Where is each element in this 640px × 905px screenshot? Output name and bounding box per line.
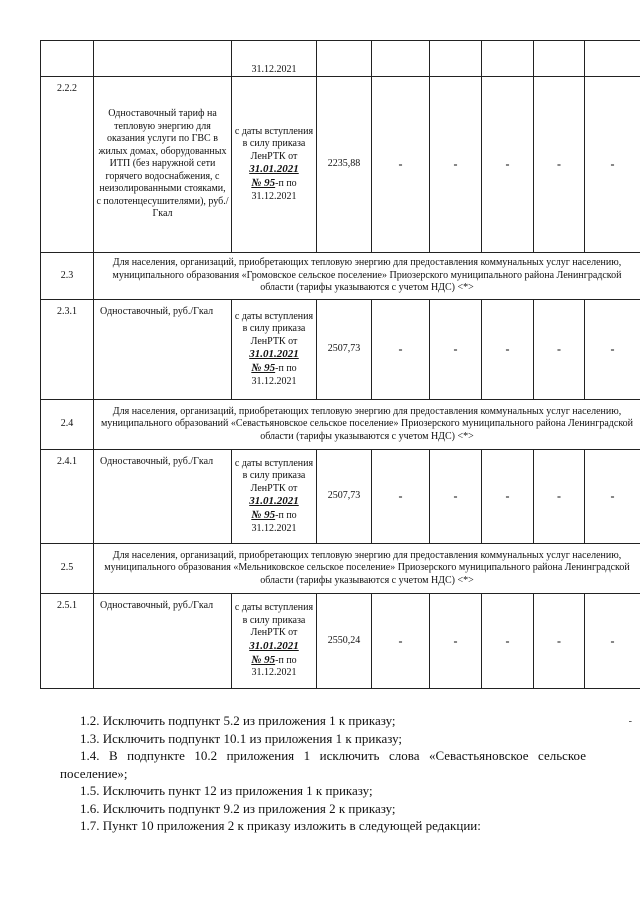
table-row-2-3-1 [41, 300, 640, 400]
date-post: -п по 31.12.2021 [251, 654, 297, 679]
date-cell [232, 300, 317, 400]
order-number: № 95 [251, 177, 276, 189]
empty-value: - [482, 300, 534, 400]
date-cell: 31.12.2021 [232, 41, 317, 77]
row-number: 2.3.1 [41, 300, 94, 400]
empty-value: - [585, 450, 640, 544]
empty-value: - [372, 450, 430, 544]
paragraph-1-5: 1.5. Исключить пункт 12 из приложения 1 к приказу; [80, 783, 373, 798]
table-row-2-2-2 [41, 77, 640, 253]
date-pre: с даты вступления в силу приказа ЛенРТК от [234, 310, 314, 347]
paragraph-1-6: 1.6. Исключить подпункт 9.2 из приложения 2 к приказу; [80, 800, 396, 816]
table-row-2-4-1 [41, 450, 640, 544]
paragraph-1-7: 1.7. Пункт 10 приложения 2 к приказу изложить в следующей редакции: [80, 818, 481, 833]
tariff-value: 2235,88 [317, 77, 372, 253]
empty-value: - [534, 450, 585, 544]
order-number: № 95 [251, 362, 276, 374]
margin-mark: - [628, 716, 632, 727]
date-cell [232, 594, 317, 689]
empty-value: - [534, 594, 585, 689]
row-number: 2.3 [41, 253, 94, 300]
tariff-name: Одноставочный, руб./Гкал [94, 450, 232, 544]
paragraph-1-2: 1.2. Исключить подпункт 5.2 из приложения 1 к приказу; [80, 713, 396, 728]
empty-value: - [430, 450, 482, 544]
empty-value: - [430, 77, 482, 253]
empty-value: - [482, 450, 534, 544]
table-row-2-5-1 [41, 594, 640, 689]
date-cell [232, 450, 317, 544]
date-post: -п по 31.12.2021 [251, 510, 297, 534]
date-pre: с даты вступления в силу приказа ЛенРТК от [234, 457, 314, 494]
empty-value: - [534, 300, 585, 400]
tariff-name: Одноставочный тариф на тепловую энергию для оказания услуги по ГВС в жилых домах, оборудованных ИТП (без наружной сети горячего водоснабжения, с неизолированными стояками, с полотенцесушителями), руб./Гкал [94, 77, 232, 253]
empty-value: - [585, 594, 640, 689]
handwritten-date: 31.01.2021 [249, 163, 299, 176]
row-number: 2.4.1 [41, 450, 94, 544]
section-text: Для населения, организаций, приобретающих тепловую энергию для предоставления коммунальных услуг населению, муниципального образований «Севастьяновское сельское поселение» Приозерского муниципального района Ленинградской области (тарифы указываются с учетом НДС) <*> [94, 400, 640, 450]
date-cell [232, 77, 317, 253]
empty-value: - [372, 300, 430, 400]
empty-value: - [534, 77, 585, 253]
date-pre: с даты вступления в силу приказа ЛенРТК от [234, 602, 314, 639]
section-row-2-5 [41, 544, 640, 594]
tariff-table [40, 40, 640, 689]
section-row-2-3 [41, 253, 640, 300]
date-post: -п по 31.12.2021 [251, 178, 297, 202]
empty-value: - [585, 77, 640, 253]
empty-value: - [482, 77, 534, 253]
handwritten-date: 31.01.2021 [249, 348, 299, 361]
row-number: 2.4 [41, 400, 94, 450]
order-number: № 95 [251, 653, 276, 666]
date-post: -п по 31.12.2021 [251, 363, 297, 387]
empty-value: - [430, 300, 482, 400]
empty-value: - [482, 594, 534, 689]
empty-value: - [585, 300, 640, 400]
empty-value: - [372, 594, 430, 689]
order-number: № 95 [251, 509, 276, 521]
table-row-continuation [41, 41, 640, 77]
empty-value: - [372, 77, 430, 253]
tariff-value: 2507,73 [317, 300, 372, 400]
tariff-name: Одноставочный, руб./Гкал [94, 300, 232, 400]
tariff-name: Одноставочный, руб./Гкал [94, 594, 232, 689]
section-row-2-4 [41, 400, 640, 450]
paragraph-1-3: 1.3. Исключить подпункт 10.1 из приложения 1 к приказу; [80, 730, 403, 746]
paragraph-1-4: 1.4. В подпункте 10.2 приложения 1 исключить слова «Севастьяновское сельское поселение»; [60, 748, 586, 781]
date-pre: с даты вступления в силу приказа ЛенРТК от [234, 125, 314, 162]
empty-value: - [430, 594, 482, 689]
amendment-text [60, 712, 586, 835]
section-text: Для населения, организаций, приобретающих тепловую энергию для предоставления коммунальных услуг населению, муниципального образования «Громовское сельское поселение» Приозерского муниципального района Ленинградской области (тарифы указываются с учетом НДС) <*> [94, 253, 640, 300]
tariff-value: 2550,24 [317, 594, 372, 689]
tariff-value: 2507,73 [317, 450, 372, 544]
handwritten-date: 31.01.2021 [249, 495, 299, 508]
row-number: 2.5 [41, 544, 94, 594]
row-number: 2.2.2 [41, 77, 94, 253]
section-text: Для населения, организаций, приобретающих тепловую энергию для предоставления коммунальных услуг населению, муниципального образования «Мельниковское сельское поселение» Приозерского муниципального района Ленинградской области (тарифы указываются с учетом НДС) <*> [94, 544, 640, 594]
handwritten-date: 31.01.2021 [249, 639, 299, 652]
row-number: 2.5.1 [41, 594, 94, 689]
